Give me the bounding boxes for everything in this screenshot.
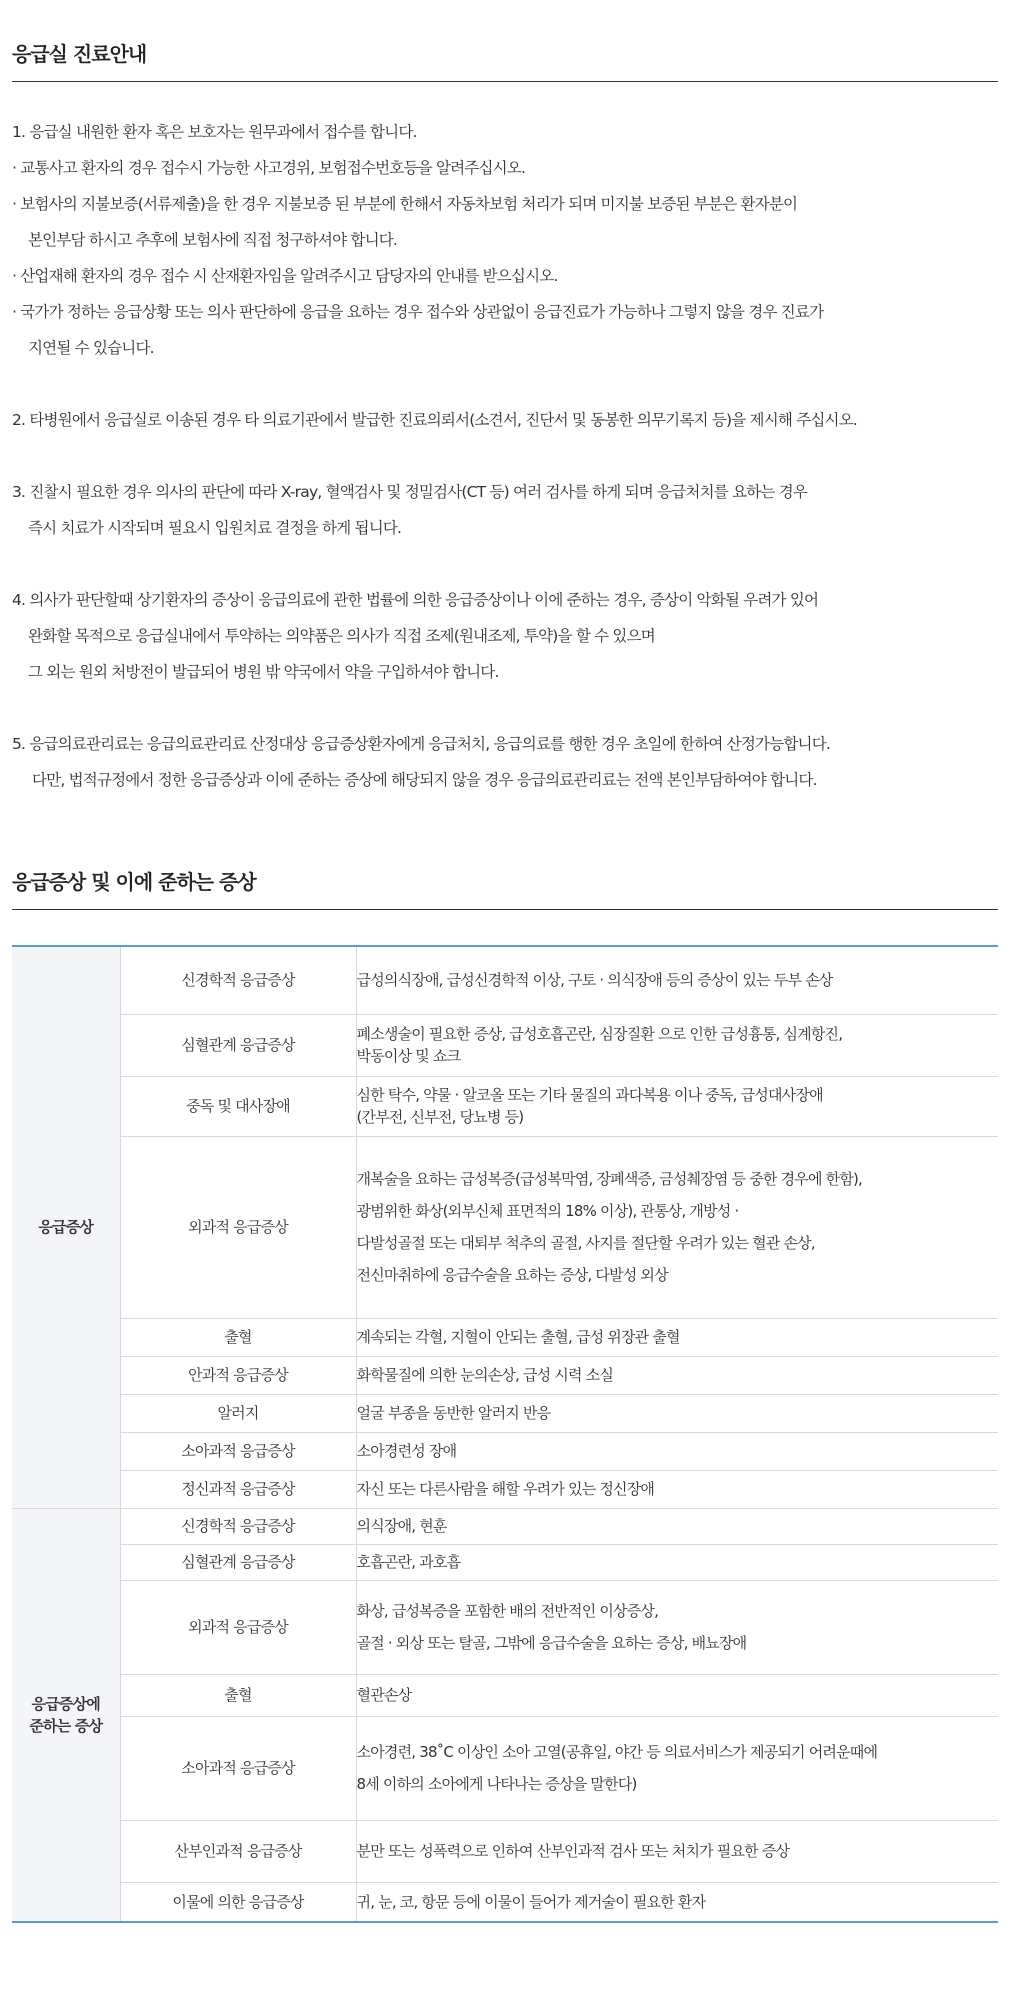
description-cell: 얼굴 부종을 동반한 알러지 반응 — [356, 1394, 998, 1432]
description-cell: 급성의식장애, 급성신경학적 이상, 구토 · 의식장애 등의 증상이 있는 두부 손상 — [356, 946, 998, 1014]
guide-line: · 산업재해 환자의 경우 접수 시 산재환자임을 알려주시고 담당자의 안내를 받으십시오. — [12, 267, 558, 285]
guide-line: 1. 응급실 내원한 환자 혹은 보호자는 원무과에서 접수를 합니다. — [12, 123, 417, 141]
group-label: 응급증상 — [38, 1218, 94, 1237]
description-cell: 호흡곤란, 과호흡 — [356, 1544, 998, 1580]
category-cell: 중독 및 대사장애 — [120, 1076, 356, 1136]
category-cell: 외과적 응급증상 — [120, 1580, 356, 1674]
description-cell: 자신 또는 다른사람을 해할 우려가 있는 정신장애 — [356, 1470, 998, 1508]
table-row — [12, 1356, 998, 1394]
table-row — [12, 1014, 998, 1076]
table-row — [12, 1508, 998, 1544]
category-cell: 심혈관계 응급증상 — [120, 1014, 356, 1076]
description-cell: 화상, 급성복증을 포함한 배의 전반적인 이상증상, 골절 · 외상 또는 탈골, 그밖에 응급수술을 요하는 증상, 배뇨장애 — [356, 1580, 998, 1674]
section-title-emergency-symptoms: 응급증상 및 이에 준하는 증상 — [12, 866, 998, 910]
description-cell: 의식장애, 현훈 — [356, 1508, 998, 1544]
table-row — [12, 1580, 998, 1674]
category-cell: 신경학적 응급증상 — [120, 1508, 356, 1544]
description-cell: 개복술을 요하는 급성복증(급성복막염, 장폐색증, 금성췌장염 등 중한 경우에 한함), 광범위한 화상(외부신체 표면적의 18% 이상), 관통상, 개방성 · 다발성골절 또는 대퇴부 척추의 골절, 사지를 절단할 우려가 있는 혈관 손상, 전신마취하에 응급수술을 요하는 증상, 다발성 외상 — [356, 1136, 998, 1318]
description-cell: 혈관손상 — [356, 1674, 998, 1716]
table-row — [12, 1076, 998, 1136]
category-cell: 이물에 의한 응급증상 — [120, 1882, 356, 1922]
table-row — [12, 1674, 998, 1716]
table-row — [12, 946, 998, 1014]
category-cell: 신경학적 응급증상 — [120, 946, 356, 1014]
guide-line: 완화할 목적으로 응급실내에서 투약하는 의약품은 의사가 직접 조제(원내조제, 투약)을 할 수 있으며 — [28, 627, 655, 645]
guide-line: 4. 의사가 판단할때 상기환자의 증상이 응급의료에 관한 법률에 의한 응급증상이나 이에 준하는 경우, 증상이 악화될 우려가 있어 — [12, 591, 819, 609]
guide-line: 5. 응급의료관리료는 응급의료관리료 산정대상 응급증상환자에게 응급처치, 응급의료를 행한 경우 초일에 한하여 산정가능합니다. — [12, 735, 831, 753]
er-guide-list — [12, 114, 1002, 834]
table-row — [12, 1882, 998, 1922]
group-label: 응급증상에 — [31, 1694, 100, 1713]
guide-line: 지연될 수 있습니다. — [28, 339, 154, 357]
group-cell-emergency — [12, 946, 120, 1508]
table-row — [12, 1716, 998, 1820]
table-row — [12, 1470, 998, 1508]
category-cell: 산부인과적 응급증상 — [120, 1820, 356, 1882]
table-row — [12, 1544, 998, 1580]
guide-line: · 교통사고 환자의 경우 접수시 가능한 사고경위, 보험접수번호등을 알려주십시오. — [12, 159, 526, 177]
guide-line: · 국가가 정하는 응급상황 또는 의사 판단하에 응급을 요하는 경우 접수와 상관없이 응급진료가 가능하나 그렇지 않을 경우 진료가 — [12, 303, 824, 321]
table-row — [12, 1432, 998, 1470]
category-cell: 알러지 — [120, 1394, 356, 1432]
guide-line: 2. 타병원에서 응급실로 이송된 경우 타 의료기관에서 발급한 진료의뢰서(소견서, 진단서 및 동봉한 의무기록지 등)을 제시해 주십시오. — [12, 411, 858, 429]
category-cell: 외과적 응급증상 — [120, 1136, 356, 1318]
description-cell: 분만 또는 성폭력으로 인하여 산부인과적 검사 또는 처치가 필요한 증상 — [356, 1820, 998, 1882]
category-cell: 출혈 — [120, 1674, 356, 1716]
description-cell: 심한 탁수, 약물 · 알코올 또는 기타 물질의 과다복용 이나 중독, 급성대사장애 (간부전, 신부전, 당뇨병 등) — [356, 1076, 998, 1136]
category-cell: 소아과적 응급증상 — [120, 1432, 356, 1470]
emergency-symptoms-table — [12, 945, 998, 1923]
guide-item-5 — [12, 726, 1002, 798]
description-cell: 귀, 눈, 코, 항문 등에 이물이 들어가 제거술이 필요한 환자 — [356, 1882, 998, 1922]
guide-line: 다만, 법적규정에서 정한 응급증상과 이에 준하는 증상에 해당되지 않을 경우 응급의료관리료는 전액 본인부담하여야 합니다. — [32, 771, 817, 789]
category-cell: 소아과적 응급증상 — [120, 1716, 356, 1820]
guide-item-1 — [12, 114, 1002, 366]
guide-item-3 — [12, 474, 1002, 546]
table-row — [12, 1318, 998, 1356]
group-label: 준하는 증상 — [29, 1716, 103, 1735]
description-cell: 계속되는 각혈, 지혈이 안되는 출혈, 급성 위장관 출혈 — [356, 1318, 998, 1356]
table-row — [12, 1136, 998, 1318]
table-row — [12, 1394, 998, 1432]
guide-line: 3. 진찰시 필요한 경우 의사의 판단에 따라 X-ray, 혈액검사 및 정밀검사(CT 등) 여러 검사를 하게 되며 응급처치를 요하는 경우 — [12, 483, 808, 501]
category-cell: 출혈 — [120, 1318, 356, 1356]
guide-line: 본인부담 하시고 추후에 보험사에 직접 청구하셔야 합니다. — [28, 231, 398, 249]
description-cell: 화학물질에 의한 눈의손상, 급성 시력 소실 — [356, 1356, 998, 1394]
description-cell: 소아경련성 장애 — [356, 1432, 998, 1470]
table-row — [12, 1820, 998, 1882]
category-cell: 정신과적 응급증상 — [120, 1470, 356, 1508]
guide-item-4 — [12, 582, 1002, 690]
guide-item-2 — [12, 402, 1002, 438]
guide-line: · 보험사의 지불보증(서류제출)을 한 경우 지불보증 된 부분에 한해서 자동차보험 처리가 되며 미지불 보증된 부분은 환자분이 — [12, 195, 798, 213]
guide-line: 즉시 치료가 시작되며 필요시 입원치료 결정을 하게 됩니다. — [28, 519, 402, 537]
category-cell: 안과적 응급증상 — [120, 1356, 356, 1394]
section-title-er-guide: 응급실 진료안내 — [12, 38, 998, 82]
guide-line: 그 외는 원외 처방전이 발급되어 병원 밖 약국에서 약을 구입하셔야 합니다. — [28, 663, 499, 681]
category-cell: 심혈관계 응급증상 — [120, 1544, 356, 1580]
group-cell-quasi-emergency — [12, 1508, 120, 1922]
description-cell: 폐소생술이 필요한 증상, 급성호흡곤란, 심장질환 으로 인한 급성흉통, 심계항진, 박동이상 및 쇼크 — [356, 1014, 998, 1076]
description-cell: 소아경련, 38˚C 이상인 소아 고열(공휴일, 야간 등 의료서비스가 제공되기 어려운때에 8세 이하의 소아에게 나타나는 증상을 말한다) — [356, 1716, 998, 1820]
